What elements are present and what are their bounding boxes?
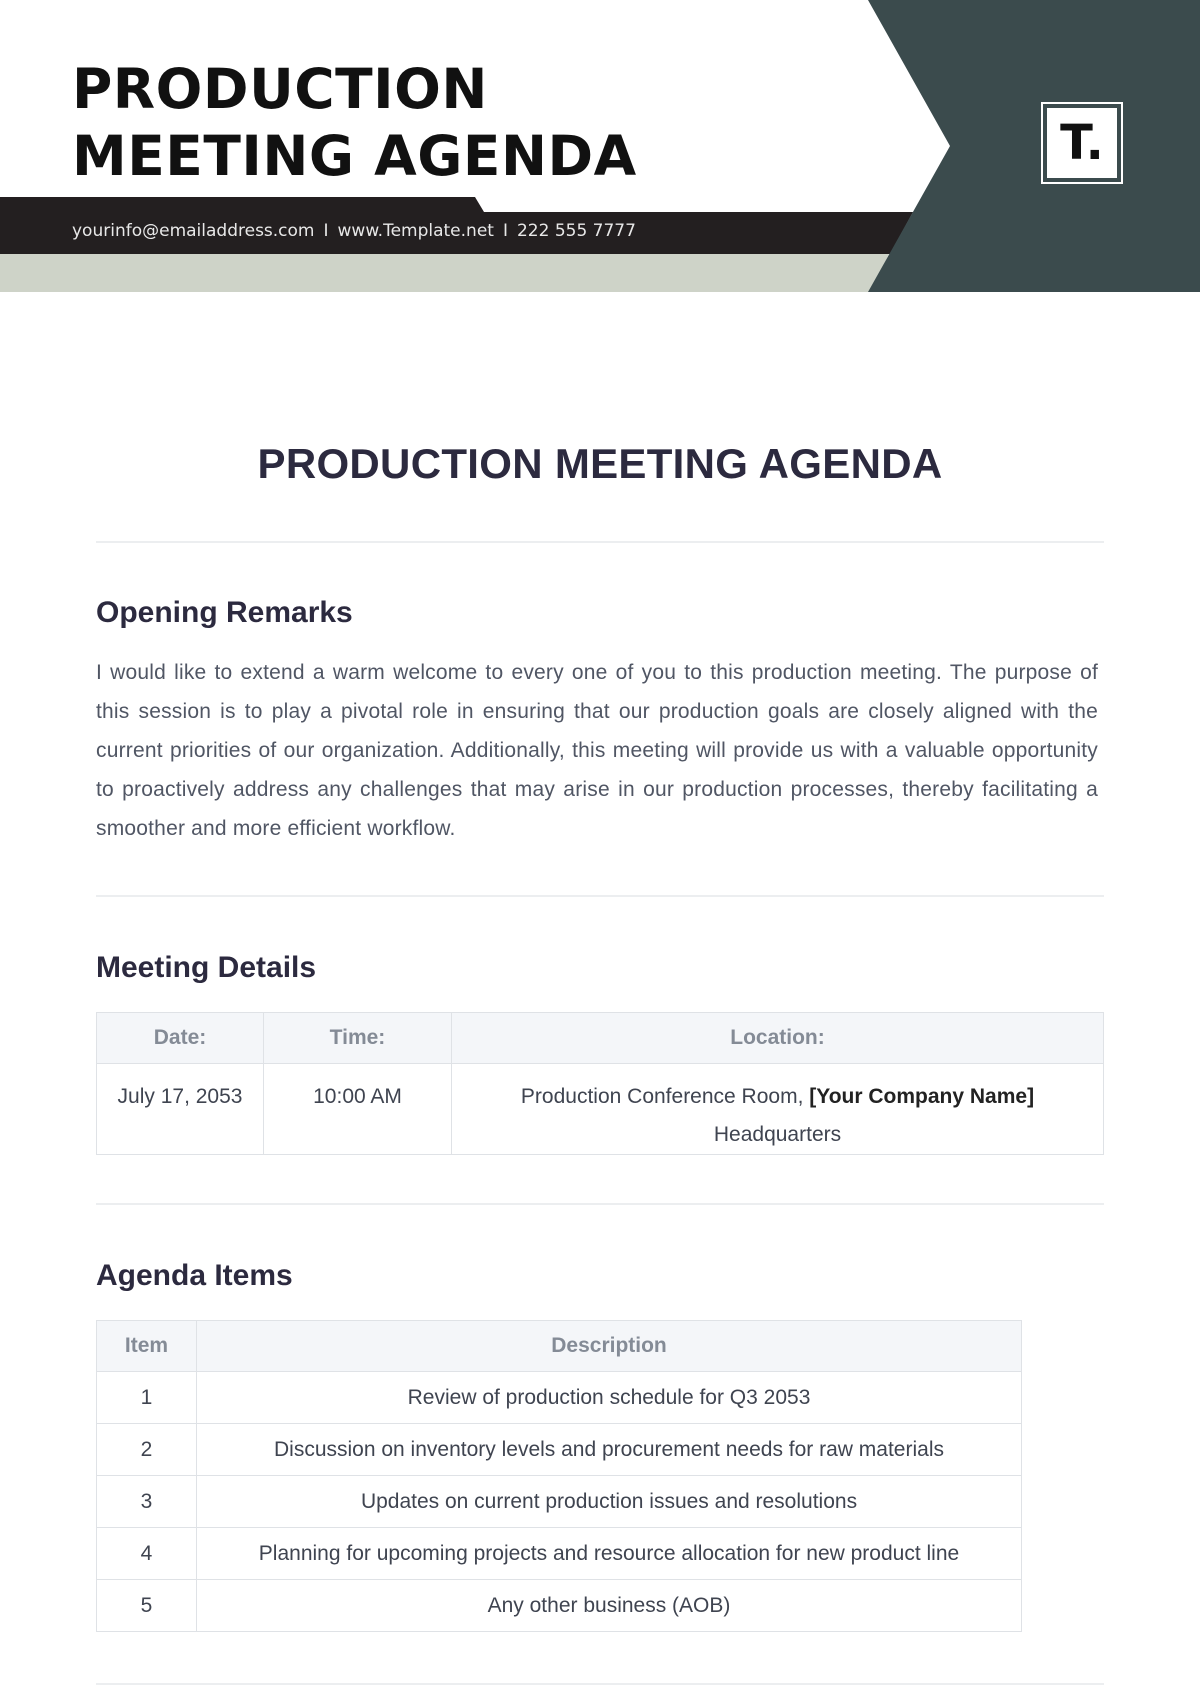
table-row <box>97 1528 1022 1580</box>
meeting-date: July 17, 2053 <box>97 1064 264 1155</box>
contact-info <box>72 221 636 241</box>
brand-title <box>72 56 637 190</box>
divider <box>96 541 1104 543</box>
contact-separator: I <box>502 221 508 241</box>
column-header-time: Time: <box>264 1013 452 1064</box>
table-row <box>97 1476 1022 1528</box>
sage-band <box>0 252 890 292</box>
meeting-location <box>452 1064 1104 1155</box>
agenda-item-number: 3 <box>97 1476 197 1528</box>
column-header-item: Item <box>97 1321 197 1372</box>
contact-separator: I <box>323 221 329 241</box>
table-header-row <box>97 1321 1022 1372</box>
agenda-item-description: Any other business (AOB) <box>197 1580 1022 1632</box>
logo: T. <box>1047 108 1117 178</box>
contact-website[interactable]: www.Template.net <box>337 221 494 241</box>
meeting-details-heading: Meeting Details <box>96 951 317 984</box>
meeting-details-table <box>96 1012 1104 1155</box>
agenda-item-description: Planning for upcoming projects and resource allocation for new product line <box>197 1528 1022 1580</box>
contact-email[interactable]: yourinfo@emailaddress.com <box>72 221 315 241</box>
table-row <box>97 1424 1022 1476</box>
contact-phone: 222 555 7777 <box>516 221 636 241</box>
divider <box>96 1683 1104 1685</box>
table-row <box>97 1064 1104 1155</box>
agenda-item-number: 1 <box>97 1372 197 1424</box>
table-header-row <box>97 1013 1104 1064</box>
agenda-items-table <box>96 1320 1022 1632</box>
document-title: PRODUCTION MEETING AGENDA <box>257 440 943 487</box>
agenda-item-description: Discussion on inventory levels and procurement needs for raw materials <box>197 1424 1022 1476</box>
agenda-item-number: 2 <box>97 1424 197 1476</box>
column-header-location: Location: <box>452 1013 1104 1064</box>
opening-remarks-heading: Opening Remarks <box>96 596 353 629</box>
agenda-items-heading: Agenda Items <box>96 1259 293 1292</box>
brand-title-line1: PRODUCTION <box>72 57 488 121</box>
meeting-time: 10:00 AM <box>264 1064 452 1155</box>
table-row <box>97 1580 1022 1632</box>
table-row <box>97 1372 1022 1424</box>
column-header-date: Date: <box>97 1013 264 1064</box>
brand-title-line2: MEETING AGENDA <box>72 124 637 188</box>
location-prefix: Production Conference Room, <box>520 1085 810 1108</box>
divider <box>96 895 1104 897</box>
agenda-item-number: 4 <box>97 1528 197 1580</box>
divider <box>96 1203 1104 1205</box>
column-header-description: Description <box>197 1321 1022 1372</box>
logo-frame <box>1041 102 1123 184</box>
agenda-item-description: Review of production schedule for Q3 2053 <box>197 1372 1022 1424</box>
opening-remarks-text: I would like to extend a warm welcome to every one of you to this production meeting. The purpose of this session is to play a pivotal role in ensuring that our production goals are closely aligned with the current priorities of our organization. Additionally, this meeting will provide us with a valuable opportunity to proactively address any challenges that may arise in our production processes, thereby facilitating a smoother and more efficient workflow. <box>96 661 1098 840</box>
header-banner <box>0 0 1200 292</box>
agenda-item-description: Updates on current production issues and resolutions <box>197 1476 1022 1528</box>
location-suffix: Headquarters <box>713 1123 842 1146</box>
location-company: [Your Company Name] <box>809 1085 1035 1108</box>
agenda-item-number: 5 <box>97 1580 197 1632</box>
slate-panel <box>868 0 1200 292</box>
